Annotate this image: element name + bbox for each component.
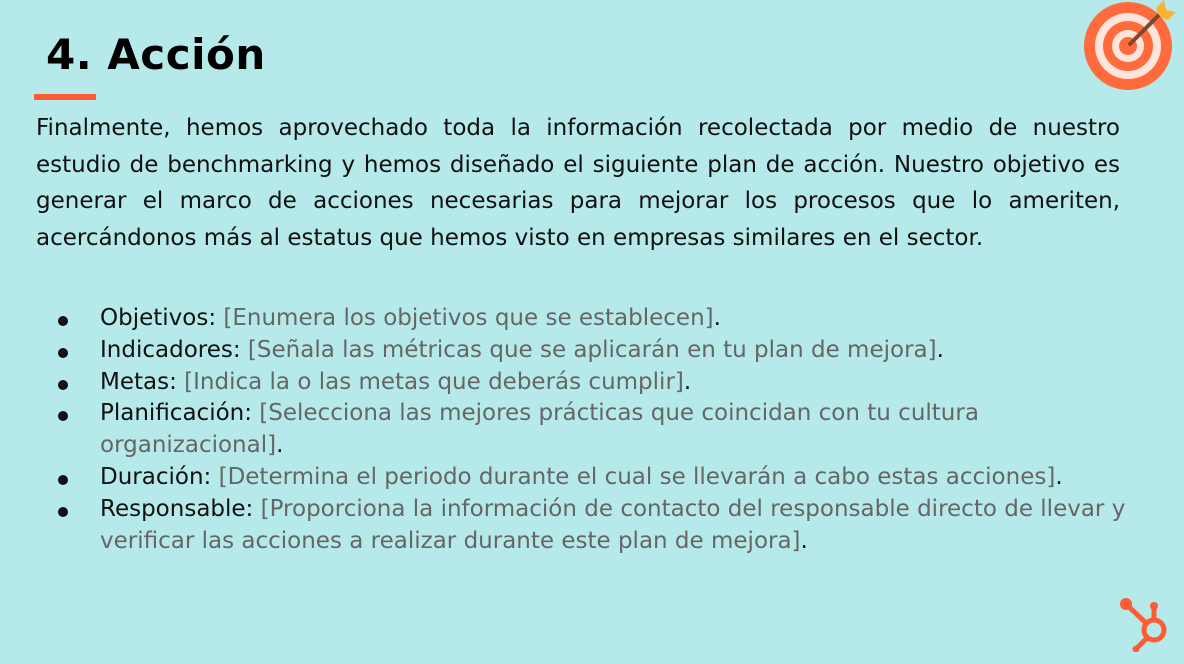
action-list — [58, 303, 1138, 557]
list-item — [58, 494, 1138, 558]
item-placeholder: [Selecciona las mejores prácticas que coincidan con tu cultura organizacional] — [100, 400, 979, 459]
list-item — [58, 398, 1138, 462]
bullet-icon — [58, 380, 68, 390]
title-underline — [34, 94, 96, 100]
bullet-icon — [58, 411, 68, 421]
item-period: . — [276, 432, 284, 459]
item-label: Responsable: — [100, 495, 254, 522]
item-period: . — [713, 305, 721, 331]
item-period: . — [800, 527, 808, 554]
list-item — [58, 303, 1138, 335]
bullet-icon — [58, 348, 68, 358]
item-period: . — [936, 336, 944, 363]
item-period: . — [683, 368, 692, 395]
bullet-icon — [58, 316, 68, 326]
item-placeholder: [Indica la o las metas que deberás cumplir] — [184, 368, 684, 395]
list-item — [58, 367, 1138, 399]
item-period: . — [1055, 463, 1063, 490]
hubspot-logo-icon — [1118, 596, 1178, 652]
item-placeholder: [Determina el periodo durante el cual se llevarán a cabo estas acciones] — [218, 463, 1056, 490]
target-icon — [1084, 0, 1176, 92]
list-item — [58, 462, 1138, 494]
item-placeholder: [Enumera los objetivos que se establecen] — [223, 305, 714, 331]
bullet-icon — [58, 475, 68, 485]
item-label: Duración: — [100, 463, 212, 490]
item-label: Metas: — [100, 368, 177, 395]
bullet-icon — [58, 507, 68, 517]
item-placeholder: [Señala las métricas que se aplicarán en tu plan de mejora] — [247, 336, 937, 363]
slide-title: 4. Acción — [46, 30, 266, 79]
item-placeholder: [Proporciona la información de contacto del responsable directo de llevar y verificar las acciones a realizar durante este plan de mejora] — [100, 495, 1126, 554]
item-label: Planificación: — [100, 400, 252, 427]
item-label: Objetivos: — [100, 305, 217, 331]
intro-paragraph: Finalmente, hemos aprovechado toda la información recolectada por medio de nuestro estudio de benchmarking y hemos diseñado el siguiente plan de acción. Nuestro objetivo es generar el marco de acciones necesarias para mejorar los procesos que lo ameriten, acercándonos más al estatus que hemos visto en empresas similares en el sector. — [36, 115, 1120, 251]
list-item — [58, 335, 1138, 367]
item-label: Indicadores: — [100, 336, 241, 363]
